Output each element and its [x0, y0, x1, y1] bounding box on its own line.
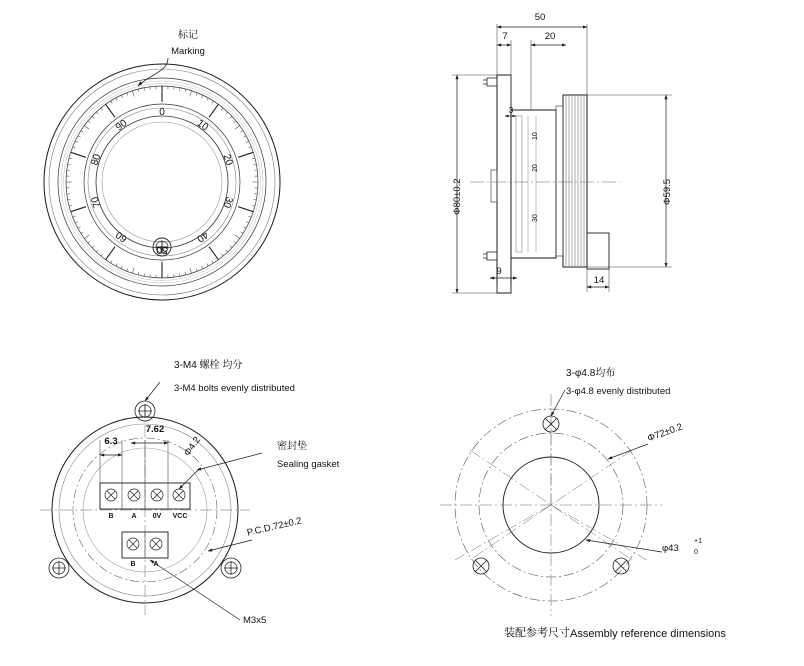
side-scale-30: 30 — [532, 214, 539, 222]
gasket-note-cn: 密封垫 — [277, 441, 307, 452]
terminal-label-b-top: B — [108, 513, 114, 520]
bolts-note-en: 3-M4 bolts evenly distributed — [174, 383, 295, 394]
bolts-note-cn: 3-M4 螺栓 均分 — [174, 360, 243, 371]
dial-number-80: 80 — [89, 152, 104, 167]
dim-small-3: 3 — [508, 106, 514, 115]
assembly-dim-pcd: Φ72±0.2 — [646, 421, 685, 445]
dim-body-20: 20 — [544, 31, 556, 42]
assembly-view-geometry — [440, 390, 662, 616]
terminal-label-0v: 0V — [152, 513, 162, 520]
marking-label-cn: 标记 — [178, 30, 198, 41]
assembly-dim-bore-tol-up: +1 — [694, 538, 702, 545]
side-dimensions — [452, 24, 672, 293]
dial-number-70: 70 — [89, 195, 104, 210]
assembly-holes-en: 3-φ4.8 evenly distributed — [566, 386, 671, 397]
dial-number-50: 50 — [156, 244, 168, 255]
screw-note-m3x5: M3x5 — [243, 615, 267, 626]
assembly-dim-bore: φ43 — [662, 543, 679, 554]
dim-phi-4-2: Φ4.2 — [182, 434, 203, 459]
side-scale-20: 20 — [532, 164, 539, 172]
dial-number-0: 0 — [159, 107, 165, 118]
dim-pcd-72: P.C.D.72±0.2 — [246, 515, 303, 539]
marking-leader — [138, 58, 168, 86]
dim-overall-50: 50 — [534, 12, 546, 23]
side-scale-10: 10 — [532, 132, 539, 140]
terminal-label-vcc: VCC — [172, 513, 188, 520]
dim-7-62: 7.62 — [145, 424, 165, 435]
dial-number-40: 40 — [194, 228, 210, 245]
marking-label-en: Marking — [171, 46, 205, 57]
terminal-label-a-bottom: A — [153, 561, 159, 568]
dial-number-10: 10 — [194, 117, 210, 134]
dim-flange-7: 7 — [502, 31, 508, 42]
assembly-caption-en: Assembly reference dimensions — [570, 628, 726, 640]
terminal-label-a-top: A — [131, 513, 137, 520]
dial-number-20: 20 — [220, 152, 235, 167]
assembly-holes-cn: 3-φ4.8均布 — [566, 368, 616, 379]
assembly-caption-cn: 装配参考尺寸 — [504, 627, 570, 639]
assembly-dim-bore-tol-dn: 0 — [694, 549, 698, 556]
side-section-geometry — [470, 75, 620, 293]
terminal-label-b-bottom: B — [130, 561, 136, 568]
gasket-note-en: Sealing gasket — [277, 459, 340, 470]
dial-number-60: 60 — [113, 228, 130, 245]
dim-back-9: 9 — [496, 266, 502, 277]
dial-number-30: 30 — [220, 195, 235, 210]
dim-right-diameter: Φ59.5 — [662, 178, 673, 205]
dim-6-3: 6.3 — [104, 436, 118, 447]
dial-number-90: 90 — [113, 117, 130, 134]
dim-left-diameter: Φ80±0.2 — [452, 178, 463, 215]
dim-knob-14: 14 — [593, 275, 605, 286]
